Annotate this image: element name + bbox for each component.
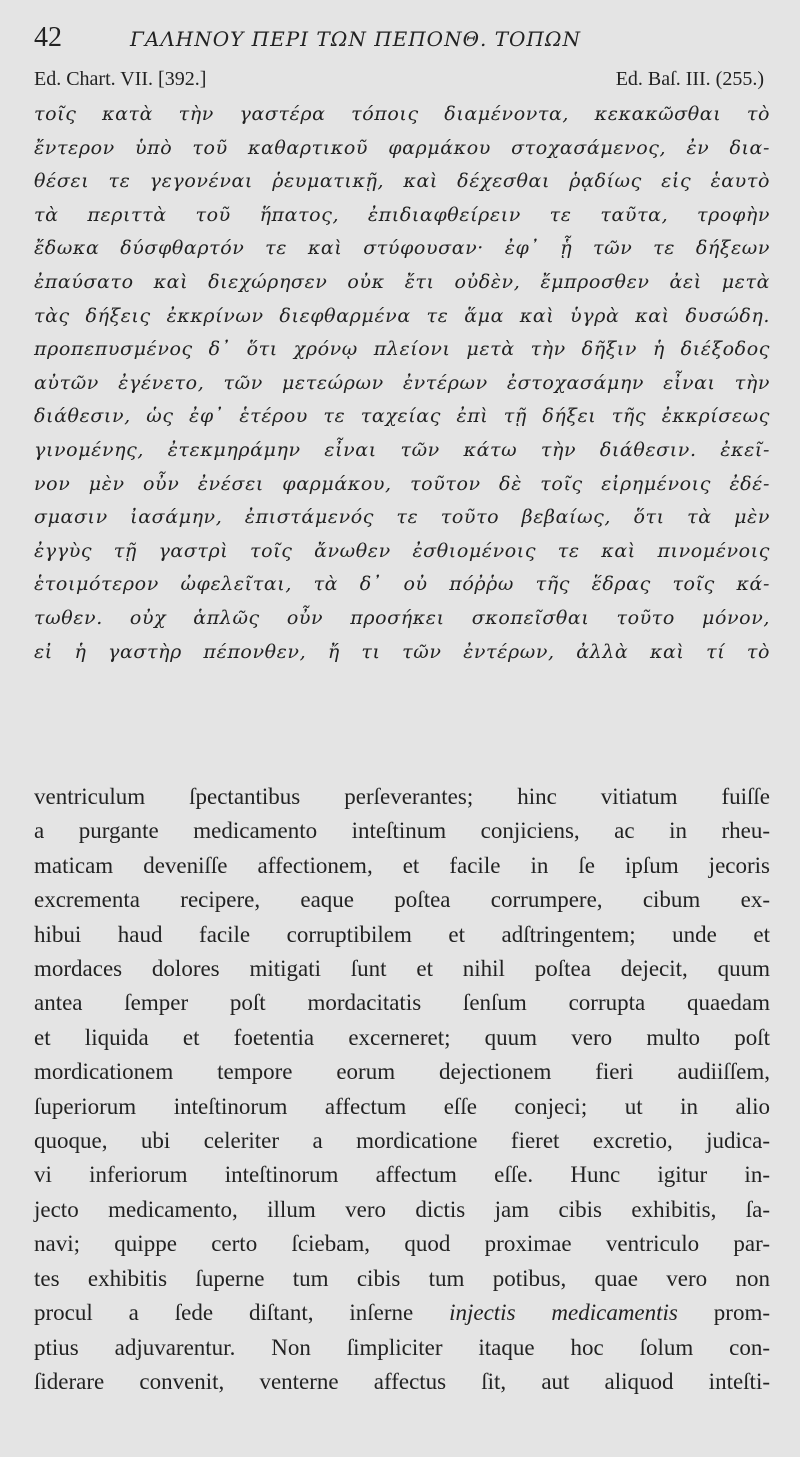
latin-line: a purgante medicamento inteſtinum conjiciens, ac in rheu- (34, 818, 770, 844)
page-number: 42 (34, 22, 62, 53)
latin-line: antea ſemper poſt mordacitatis ſenſum corrupta quaedam (34, 990, 770, 1016)
greek-line: θέσει τε γεγονέναι ῥευματικῇ, καὶ δέχεσθαι ῥᾳδίως εἰς ἑαυτὸ (34, 170, 770, 193)
greek-line: τὰ περιττὰ τοῦ ἥπατος, ἐπιδιαφθείρειν τε ταῦτα, τροφὴν (34, 203, 770, 226)
latin-line: et liquida et foetentia excerneret; quum vero multo poſt (34, 1024, 770, 1050)
latin-line: ventriculum ſpectantibus perſeverantes; hinc vitiatum fuiſſe (34, 784, 770, 809)
greek-line: προπεπυσμένος δ᾽ ὅτι χρόνῳ πλείονι μετὰ τὴν δῆξιν ἡ διέξοδος (34, 338, 770, 361)
latin-line: quoque, ubi celeriter a mordicatione fieret excretio, judica- (34, 1128, 770, 1154)
greek-line: εἰ ἡ γαστὴρ πέπονθεν, ἤ τι τῶν ἐντέρων, ἀλλὰ καὶ τί τὸ (34, 640, 770, 663)
greek-line: διάθεσιν, ὡς ἐφ᾽ ἑτέρου τε ταχείας ἐπὶ τῇ δήξει τῆς ἐκκρίσεως (34, 405, 770, 428)
page-header (34, 22, 770, 68)
greek-line: αὐτῶν ἐγένετο, τῶν μετεώρων ἐντέρων ἐστοχασάμην εἶναι τὴν (34, 371, 770, 394)
latin-line: vi inferiorum inteſtinorum affectum eſſe. Hunc igitur in- (34, 1162, 770, 1188)
latin-segment: prom- (713, 1300, 770, 1326)
latin-line: ptius adjuvarentur. Non ſimpliciter itaque hoc ſolum con- (34, 1334, 770, 1360)
greek-text (34, 98, 770, 669)
edition-right: Ed. Baſ. III. (255.) (615, 68, 764, 90)
latin-line: ſiderare convenit, venterne affectus ſit, aut aliquod inteſti- (34, 1368, 770, 1394)
latin-line: ſuperiorum inteſtinorum affectum eſſe conjeci; ut in alio (34, 1093, 770, 1119)
greek-line: ἔδωκα δύσφθαρτόν τε καὶ στύφουσαν· ἐφ᾽ ᾗ τῶν τε δήξεων (34, 237, 770, 260)
latin-line: navi; quippe certo ſciebam, quod proximae ventriculo par- (34, 1231, 770, 1257)
greek-line: γινομένης, ἐτεκμηράμην εἶναι τῶν κάτω τὴν διάθεσιν. ἐκεῖ- (34, 438, 770, 461)
latin-line: tes exhibitis ſuperne tum cibis tum potibus, quae vero non (34, 1265, 770, 1291)
running-title: ΓΑΛΗΝΟΥ ΠΕΡΙ ΤΩΝ ΠΕΠΟΝΘ. ΤΟΠΩΝ (130, 27, 581, 51)
greek-line: τὰς δήξεις ἐκκρίνων διεφθαρμένα τε ἅμα καὶ ὑγρὰ καὶ δυσώδη. (34, 304, 770, 327)
latin-line-mixed (34, 1296, 770, 1330)
latin-line: jecto medicamento, illum vero dictis jam cibis exhibitis, ſa- (34, 1196, 770, 1222)
latin-line: excrementa recipere, eaque poſtea corrumpere, cibum ex- (34, 887, 770, 913)
greek-line: ἐγγὺς τῇ γαστρὶ τοῖς ἄνωθεν ἐσθιομένοις τε καὶ πινομένοις (34, 539, 770, 562)
greek-line: τωθεν. οὐχ ἁπλῶς οὖν προσήκει σκοπεῖσθαι τοῦτο μόνον, (34, 606, 770, 629)
edition-reference (34, 68, 770, 98)
latin-line: maticam deveniſſe affectionem, et facile in ſe ipſum jecoris (34, 852, 770, 878)
greek-line: τοῖς κατὰ τὴν γαστέρα τόποις διαμένοντα, κεκακῶσθαι τὸ (34, 103, 770, 125)
latin-text (34, 780, 770, 1399)
greek-line: νον μὲν οὖν ἐνέσει φαρμάκου, τοῦτον δὲ τοῖς εἰρημένοις ἐδέ- (34, 472, 770, 495)
latin-line: hibui haud facile corruptibilem et adſtringentem; unde et (34, 921, 770, 947)
edition-left: Ed. Chart. VII. [392.] (34, 68, 207, 90)
latin-segment: procul a ſede diſtant, inſerne (34, 1300, 414, 1326)
latin-line: mordaces dolores mitigati ſunt et nihil poſtea dejecit, quum (34, 956, 770, 982)
greek-line: ἐπαύσατο καὶ διεχώρησεν οὐκ ἔτι οὐδὲν, ἔμπροσθεν ἀεὶ μετὰ (34, 270, 770, 293)
greek-line: ἔντερον ὑπὸ τοῦ καθαρτικοῦ φαρμάκου στοχασάμενος, ἐν δια- (34, 136, 770, 159)
latin-line: mordicationem tempore eorum dejectionem fieri audiiſſem, (34, 1059, 770, 1085)
latin-italic-phrase: injectis medicamentis (449, 1300, 678, 1326)
greek-line: σμασιν ἰασάμην, ἐπιστάμενός τε τοῦτο βεβαίως, ὅτι τὰ μὲν (34, 506, 770, 529)
greek-line: ἑτοιμότερον ὠφελεῖται, τὰ δ᾽ οὐ πόῤῥω τῆς ἕδρας τοῖς κά- (34, 573, 770, 596)
